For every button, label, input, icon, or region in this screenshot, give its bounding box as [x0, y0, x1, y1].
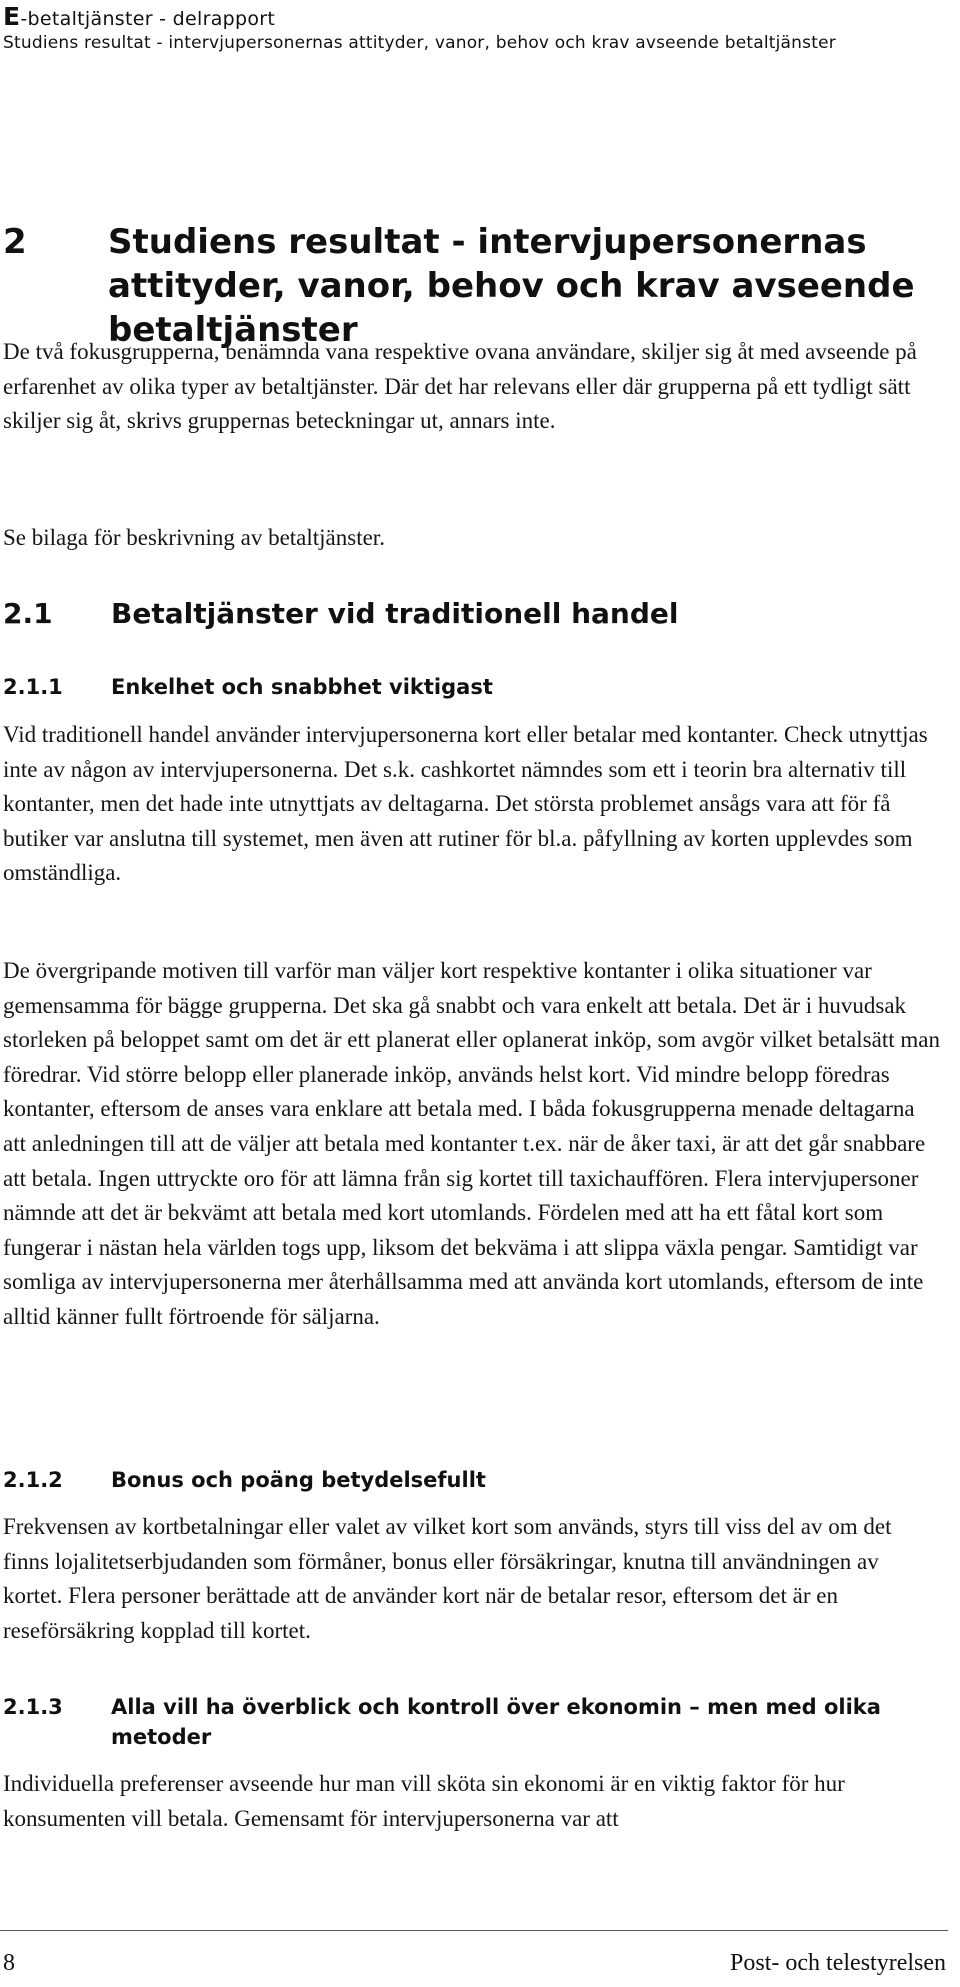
subsection-title: Betaltjänster vid traditionell handel: [111, 597, 679, 630]
subsubsection-heading-2: [3, 1465, 933, 1495]
page-number: 8: [3, 1950, 15, 1976]
page-footer: [0, 1930, 960, 1987]
running-header-title: [3, 4, 950, 32]
running-header-subtitle: Studiens resultat - intervjupersonernas attityder, vanor, behov och krav avseende betaltjänster: [3, 33, 836, 53]
footer-divider: [0, 1930, 948, 1931]
paragraph-cash-and-cards: Vid traditionell handel använder intervjupersonerna kort eller betalar med kontanter. Check utnyttjas inte av någon av intervjupersonerna. Det s.k. cashkortet nämndes som ett i teorin bra alternativ till kontanter, men det hade inte utnyttjats av deltagarna. Det största problemet ansågs vara att för få butiker var anslutna till systemet, men även att rutiner för bl.a. påfyllning av korten upplevdes som omständliga.: [3, 722, 928, 886]
section-heading: [3, 220, 943, 352]
running-header-initial: E: [3, 2, 21, 31]
section-number: 2: [3, 222, 27, 262]
running-header-title-rest: -betaltjänster - delrapport: [20, 8, 276, 30]
running-header: [3, 4, 950, 54]
subsubsection-title: Bonus och poäng betydelsefullt: [111, 1468, 486, 1492]
paragraph-overview-control: Individuella preferenser avseende hur man vill sköta sin ekonomi är en viktig faktor för hur konsumenten vill betala. Gemensamt för intervjupersonerna var att: [3, 1771, 845, 1831]
subsection-number: 2.1: [3, 597, 53, 630]
subsubsection-number: 2.1.1: [3, 675, 63, 699]
subsubsection-heading-3: [3, 1692, 933, 1752]
paragraph-motives: De övergripande motiven till varför man väljer kort respektive kontanter i olika situationer var gemensamma för bägge grupperna. Det ska gå snabbt och vara enkelt att betala. Det är i huvudsak storleken på beloppet samt om det är ett planerat eller oplanerat inköp, som avgör vilket betalsätt man föredrar. Vid större belopp eller planerade inköp, används helst kort. Vid mindre belopp föredras kontanter, eftersom de anses vara enklare att betala med. I båda fokusgrupperna menade deltagarna att anledningen till att de väljer att betala med kontanter t.ex. när de åker taxi, är att det går snabbare att betala. Ingen uttryckte oro för att lämna från sig kortet till taxichauffören. Flera intervjupersoner nämnde att det är bekvämt att betala med kort utomlands. Fördelen med att ha ett fåtal kort som fungerar i nästan hela världen togs upp, liksom det bekväma i att slippa växla pengar. Samtidigt var somliga av intervjupersonerna mer återhållsamma med att använda kort utomlands, eftersom de inte alltid känner fullt förtroende för säljarna.: [3, 958, 940, 1329]
subsubsection-title: Enkelhet och snabbhet viktigast: [111, 675, 493, 699]
subsubsection-title: Alla vill ha överblick och kontroll över ekonomin – men med olika metoder: [111, 1695, 881, 1749]
paragraph-bonus: Frekvensen av kortbetalningar eller valet av vilket kort som används, styrs till viss del av om det finns lojalitetserbjudanden som förmåner, bonus eller försäkringar, knutna till användningen av kortet. Flera personer berättade att de använder kort när de betalar resor, eftersom det är en reseförsäkring kopplad till kortet.: [3, 1514, 892, 1643]
subsubsection-number: 2.1.2: [3, 1468, 63, 1492]
appendix-reference-paragraph: Se bilaga för beskrivning av betaltjänster.: [3, 525, 385, 550]
footer-organization: Post- och telestyrelsen: [730, 1950, 946, 1976]
intro-paragraph: De två fokusgrupperna, benämnda vana respektive ovana användare, skiljer sig åt med avseende på erfarenhet av olika typer av betaltjänster. Där det har relevans eller där grupperna på ett tydligt sätt skiljer sig åt, skrivs gruppernas beteckningar ut, annars inte.: [3, 339, 917, 434]
section-title: Studiens resultat - intervjupersonernas attityder, vanor, behov och krav avseende betaltjänster: [108, 222, 915, 350]
subsubsection-number: 2.1.3: [3, 1695, 63, 1719]
subsection-heading: [3, 596, 933, 632]
subsubsection-heading-1: [3, 672, 933, 702]
